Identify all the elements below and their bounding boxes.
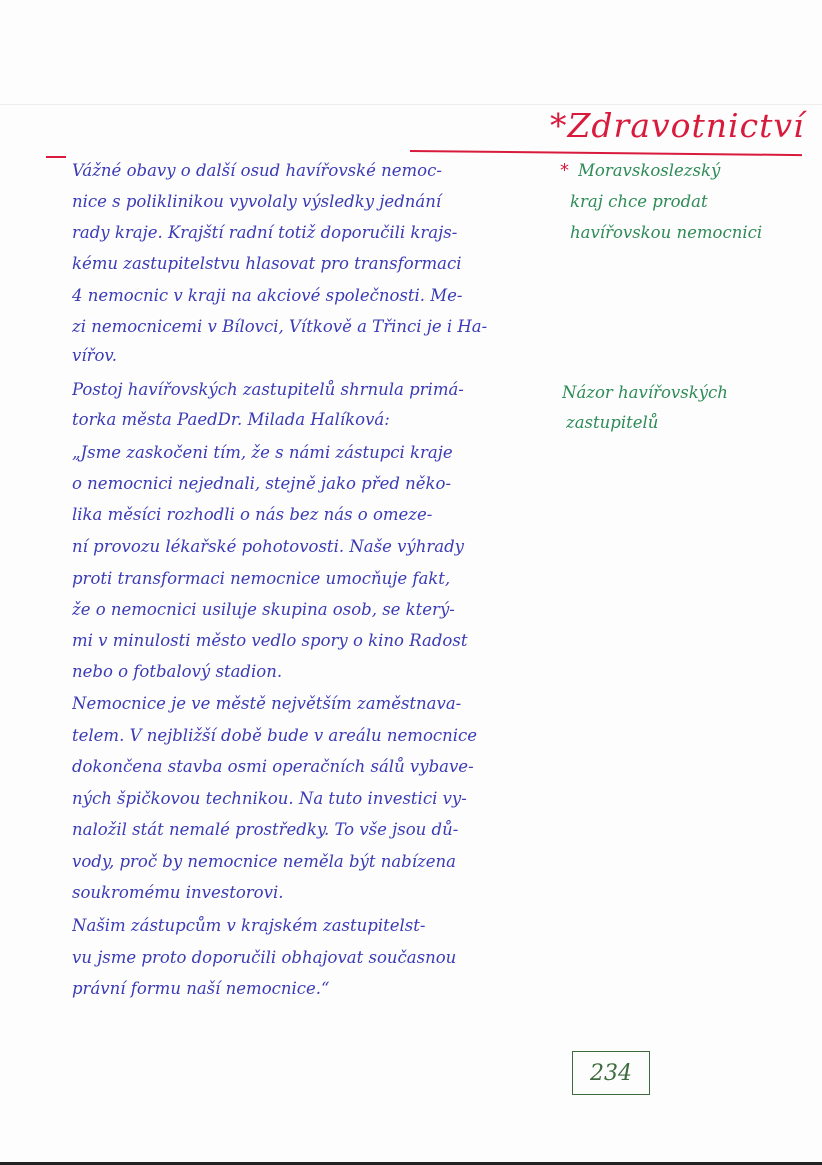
margin-note-line: Názor havířovských (562, 383, 728, 402)
heading-star: * (550, 106, 568, 145)
page-number-box (572, 1051, 650, 1095)
body-line: Vážné obavy o další osud havířovské nemoc- (72, 161, 442, 180)
pencil-guide-line (0, 104, 822, 105)
body-line: mi v minulosti město vedlo spory o kino Radost (72, 631, 468, 650)
body-line: soukromému investorovi. (72, 883, 284, 902)
body-line: Postoj havířovských zastupitelů shrnula primá- (72, 380, 464, 399)
body-line: rady kraje. Krajští radní totiž doporučili krajs- (72, 223, 458, 242)
margin-note-line: kraj chce prodat (570, 192, 708, 211)
body-line: „Jsme zaskočeni tím, že s námi zástupci kraje (72, 443, 453, 462)
margin-note-star: * (560, 160, 569, 181)
heading-underline (410, 150, 802, 156)
body-line: torka města PaedDr. Milada Halíková: (72, 410, 390, 429)
body-line: ných špičkovou technikou. Na tuto investici vy- (72, 789, 467, 808)
page-number: 234 (590, 1060, 632, 1086)
body-line: vířov. (72, 346, 118, 365)
paragraph-dash (46, 156, 66, 158)
body-line: nebo o fotbalový stadion. (72, 662, 283, 681)
body-line: 4 nemocnic v kraji na akciové společnosti. Me- (72, 286, 463, 305)
margin-note-line: havířovskou nemocnici (570, 223, 763, 242)
body-line: Nemocnice je ve městě největším zaměstnava- (72, 694, 462, 713)
body-line: Našim zástupcům v krajském zastupitelst- (72, 916, 426, 935)
body-line: ní provozu lékařské pohotovosti. Naše výhrady (72, 537, 464, 556)
heading-title: Zdravotnictví (567, 106, 805, 145)
body-line: lika měsíci rozhodli o nás bez nás o omeze- (72, 505, 433, 524)
body-line: nice s poliklinikou vyvolaly výsledky jednání (72, 192, 442, 211)
margin-note-line: zastupitelů (566, 413, 659, 432)
body-line: že o nemocnici usiluje skupina osob, se který- (72, 600, 455, 619)
body-line: naložil stát nemalé prostředky. To vše jsou dů- (72, 820, 459, 839)
body-line: telem. V nejbližší době bude v areálu nemocnice (72, 726, 478, 745)
body-line: vody, proč by nemocnice neměla být nabízena (72, 852, 456, 871)
body-line: kému zastupitelstvu hlasovat pro transformaci (72, 254, 462, 273)
body-line: dokončena stavba osmi operačních sálů vybave- (72, 757, 474, 776)
margin-note-line: Moravskoslezský (578, 161, 721, 180)
body-line: o nemocnici nejednali, stejně jako před něko- (72, 474, 452, 493)
body-line: zi nemocnicemi v Bílovci, Vítkově a Třinci je i Ha- (72, 317, 488, 336)
body-line: právní formu naší nemocnice.“ (72, 979, 330, 998)
body-line: vu jsme proto doporučili obhajovat současnou (72, 948, 457, 967)
section-heading (550, 106, 805, 145)
body-line: proti transformaci nemocnice umocňuje fakt, (72, 569, 451, 588)
